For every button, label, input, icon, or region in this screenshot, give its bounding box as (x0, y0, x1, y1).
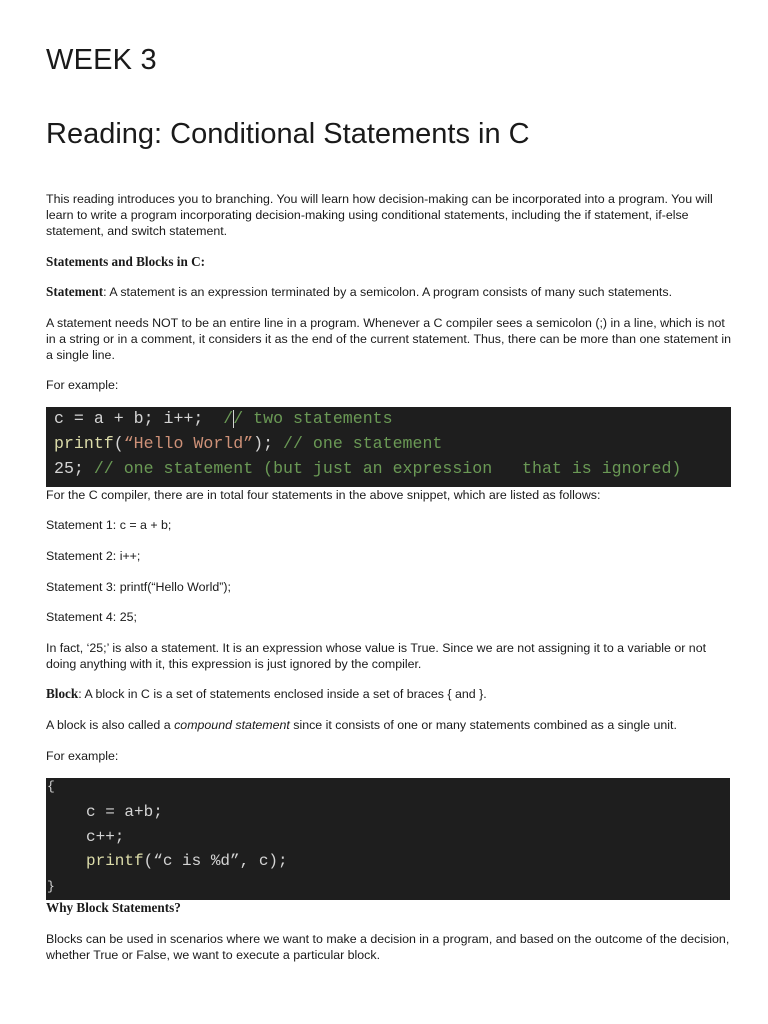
section-heading-why-block: Why Block Statements? (46, 900, 181, 915)
code-block-statements (46, 407, 731, 487)
statement-term: Statement (46, 284, 104, 299)
week-heading: WEEK 3 (46, 44, 157, 76)
code-line-3 (86, 849, 288, 873)
for-example-label-1: For example: (46, 378, 119, 392)
code-string: “Hello World” (123, 434, 254, 453)
intro-paragraph: This reading introduces you to branching. You will learn how decision-making can be incorporated into a program. You will learn to write a program incorporating decision-making using conditional statements, including the if statement, if-else statement, and switch statement. (46, 192, 713, 238)
for-example-label-2: For example: (46, 749, 119, 763)
code-function: printf (54, 434, 114, 453)
section-heading-statements-blocks: Statements and Blocks in C: (46, 254, 205, 269)
compiler-note: For the C compiler, there are in total four statements in the above snippet, which are listed as follows: (46, 488, 601, 502)
code-comment: // one statement (283, 434, 443, 453)
statement-paragraph: A statement needs NOT to be an entire line in a program. Whenever a C compiler sees a semicolon (;) in a line, which is not in a string or in a comment, it considers it as the end of the current statement. Thus, there can be more than one statement in a single line. (46, 316, 732, 362)
code-comment: / two statements (233, 409, 393, 428)
code-comment: / (223, 409, 234, 428)
code-function: printf (86, 852, 144, 870)
code-line-1: c = a+b; (86, 803, 163, 821)
compound-text: since it consists of one or many statements combined as a single unit. (289, 718, 677, 732)
code-text: ); (253, 434, 284, 453)
compound-italic: compound statement (174, 718, 290, 732)
code-line-3 (54, 457, 681, 481)
code-close-brace: } (47, 879, 55, 894)
block-definition (46, 686, 732, 702)
statement-list-item: Statement 2: i++; (46, 549, 141, 563)
block-definition-text: : A block in C is a set of statements enclosed inside a set of braces { and }. (78, 687, 487, 701)
block-term: Block (46, 686, 79, 701)
code-text: 25; (54, 459, 94, 478)
statement-definition (46, 284, 732, 300)
code-open-brace: { (47, 779, 55, 794)
code-text: ( (113, 434, 124, 453)
statement-definition-text: : A statement is an expression terminated by a semicolon. A program consists of many such statements. (103, 285, 673, 299)
code-text: (“c is %d”, c); (143, 852, 288, 870)
compound-statement-paragraph (46, 717, 732, 733)
compound-text: A block is also called a (46, 718, 175, 732)
page-title: Reading: Conditional Statements in C (46, 118, 530, 150)
code-line-2 (54, 432, 442, 456)
code-block-compound (46, 778, 730, 900)
why-paragraph: Blocks can be used in scenarios where we want to make a decision in a program, and based on the outcome of the decision, whether True or False, we want to execute a particular block. (46, 932, 730, 962)
code-comment: // one statement (but just an expression that is ignored) (93, 459, 682, 478)
fact-paragraph: In fact, ‘25;’ is also a statement. It is an expression whose value is True. Since we are not assigning it to a variable or not doing anything with it, this expression is just ignored by the compiler. (46, 641, 707, 671)
statement-list-item: Statement 3: printf(“Hello World”); (46, 580, 232, 594)
code-line-2: c++; (86, 828, 125, 846)
code-line-1 (54, 407, 393, 431)
statement-list-item: Statement 1: c = a + b; (46, 518, 172, 532)
statement-list-item: Statement 4: 25; (46, 610, 137, 624)
code-text: c = a + b; i++; (54, 409, 224, 428)
